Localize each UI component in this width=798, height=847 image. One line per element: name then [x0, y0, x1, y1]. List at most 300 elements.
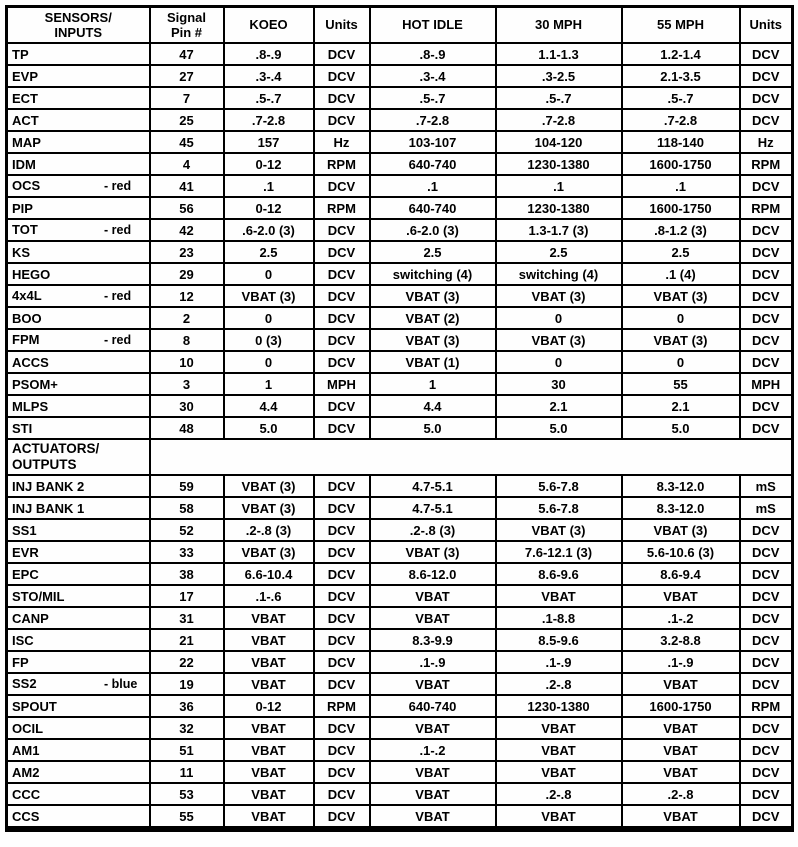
cell-koeo: VBAT (3) — [224, 541, 314, 563]
signal-name: INJ BANK 1 — [12, 500, 85, 516]
cell-55mph: .7-2.8 — [622, 109, 740, 131]
cell-koeo-units: DCV — [314, 585, 370, 607]
cell-drive-units: DCV — [740, 241, 793, 263]
table-row — [7, 695, 793, 717]
signal-name: FPM — [12, 332, 40, 348]
cell-55mph: 0 — [622, 307, 740, 329]
cell-koeo-units: RPM — [314, 197, 370, 219]
cell-signal-name — [7, 585, 150, 607]
cell-signal-pin: 47 — [150, 43, 224, 65]
cell-koeo: VBAT — [224, 783, 314, 805]
cell-55mph: 55 — [622, 373, 740, 395]
section-header-row — [7, 439, 793, 475]
cell-signal-name — [7, 805, 150, 829]
signal-name: AM1 — [12, 742, 40, 758]
cell-hot-idle: VBAT — [370, 805, 496, 829]
cell-signal-pin: 41 — [150, 175, 224, 197]
wire-color-note: - red — [104, 333, 132, 348]
table-row — [7, 673, 793, 695]
cell-drive-units: DCV — [740, 263, 793, 285]
cell-koeo-units: DCV — [314, 175, 370, 197]
cell-signal-name — [7, 65, 150, 87]
signal-name: PSOM+ — [12, 376, 58, 392]
table-row — [7, 651, 793, 673]
cell-55mph: .8-1.2 (3) — [622, 219, 740, 241]
cell-drive-units: DCV — [740, 351, 793, 373]
cell-koeo-units: DCV — [314, 497, 370, 519]
cell-koeo-units: DCV — [314, 629, 370, 651]
cell-koeo: 4.4 — [224, 395, 314, 417]
table-row — [7, 607, 793, 629]
cell-signal-name — [7, 351, 150, 373]
spec-table — [5, 5, 794, 832]
signal-name: STI — [12, 420, 33, 436]
table-row — [7, 739, 793, 761]
cell-drive-units: DCV — [740, 805, 793, 829]
cell-signal-name — [7, 395, 150, 417]
cell-55mph: .5-.7 — [622, 87, 740, 109]
cell-drive-units: DCV — [740, 541, 793, 563]
signal-name: CCC — [12, 786, 41, 802]
cell-30mph: 7.6-12.1 (3) — [496, 541, 622, 563]
cell-signal-pin: 30 — [150, 395, 224, 417]
cell-koeo: VBAT — [224, 761, 314, 783]
cell-koeo-units: DCV — [314, 329, 370, 351]
cell-koeo: 0-12 — [224, 153, 314, 175]
cell-koeo-units: DCV — [314, 307, 370, 329]
cell-hot-idle: .1-.9 — [370, 651, 496, 673]
cell-signal-pin: 56 — [150, 197, 224, 219]
cell-30mph: .2-.8 — [496, 783, 622, 805]
cell-drive-units: DCV — [740, 329, 793, 351]
cell-signal-pin: 10 — [150, 351, 224, 373]
cell-30mph: 5.6-7.8 — [496, 497, 622, 519]
cell-55mph: VBAT — [622, 585, 740, 607]
cell-signal-pin: 23 — [150, 241, 224, 263]
cell-koeo-units: DCV — [314, 607, 370, 629]
cell-drive-units: DCV — [740, 519, 793, 541]
signal-name: EPC — [12, 566, 39, 582]
cell-hot-idle: 8.3-9.9 — [370, 629, 496, 651]
table-row — [7, 563, 793, 585]
wire-color-note: - red — [104, 289, 132, 304]
signal-name: SPOUT — [12, 698, 57, 714]
cell-55mph: 118-140 — [622, 131, 740, 153]
cell-signal-name — [7, 87, 150, 109]
cell-drive-units: DCV — [740, 109, 793, 131]
cell-hot-idle: 5.0 — [370, 417, 496, 439]
table-row — [7, 805, 793, 829]
cell-55mph: .1-.9 — [622, 651, 740, 673]
table-row — [7, 43, 793, 65]
cell-hot-idle: 4.4 — [370, 395, 496, 417]
table-row — [7, 585, 793, 607]
cell-30mph: VBAT — [496, 761, 622, 783]
cell-hot-idle: VBAT — [370, 783, 496, 805]
cell-55mph: 2.1-3.5 — [622, 65, 740, 87]
cell-hot-idle: VBAT — [370, 761, 496, 783]
cell-signal-name — [7, 285, 150, 307]
table-row — [7, 263, 793, 285]
cell-koeo-units: DCV — [314, 761, 370, 783]
signal-name: ISC — [12, 632, 34, 648]
cell-koeo-units: DCV — [314, 87, 370, 109]
signal-name: ECT — [12, 90, 38, 106]
cell-signal-pin: 58 — [150, 497, 224, 519]
cell-koeo-units: DCV — [314, 417, 370, 439]
cell-hot-idle: .3-.4 — [370, 65, 496, 87]
cell-koeo: .7-2.8 — [224, 109, 314, 131]
cell-55mph: 5.0 — [622, 417, 740, 439]
cell-signal-pin: 48 — [150, 417, 224, 439]
cell-hot-idle: .8-.9 — [370, 43, 496, 65]
cell-signal-name — [7, 761, 150, 783]
cell-hot-idle: .1 — [370, 175, 496, 197]
cell-drive-units: DCV — [740, 629, 793, 651]
cell-signal-name — [7, 329, 150, 351]
column-header: 55 MPH — [622, 7, 740, 44]
cell-hot-idle: 640-740 — [370, 153, 496, 175]
cell-drive-units: DCV — [740, 285, 793, 307]
cell-signal-pin: 22 — [150, 651, 224, 673]
cell-55mph: VBAT — [622, 761, 740, 783]
cell-30mph: 1230-1380 — [496, 153, 622, 175]
section-label: ACTUATORS/ OUTPUTS — [7, 439, 150, 475]
cell-hot-idle: 1 — [370, 373, 496, 395]
table-row — [7, 783, 793, 805]
cell-55mph: 1.2-1.4 — [622, 43, 740, 65]
cell-signal-name — [7, 563, 150, 585]
cell-koeo: VBAT — [224, 739, 314, 761]
cell-hot-idle: 4.7-5.1 — [370, 475, 496, 497]
cell-signal-pin: 33 — [150, 541, 224, 563]
cell-drive-units: DCV — [740, 175, 793, 197]
cell-koeo-units: MPH — [314, 373, 370, 395]
cell-drive-units: DCV — [740, 417, 793, 439]
cell-koeo-units: DCV — [314, 241, 370, 263]
table-row — [7, 519, 793, 541]
wire-color-note: - blue — [104, 677, 138, 692]
cell-signal-name — [7, 739, 150, 761]
cell-30mph: .1 — [496, 175, 622, 197]
table-row — [7, 761, 793, 783]
signal-name: INJ BANK 2 — [12, 478, 85, 494]
cell-koeo: VBAT (3) — [224, 285, 314, 307]
column-header: Units — [740, 7, 793, 44]
cell-30mph: 104-120 — [496, 131, 622, 153]
cell-drive-units: RPM — [740, 695, 793, 717]
signal-name: 4x4L — [12, 288, 42, 304]
cell-30mph: VBAT — [496, 805, 622, 829]
cell-signal-name — [7, 629, 150, 651]
signal-name: ACCS — [12, 354, 49, 370]
table-row — [7, 629, 793, 651]
cell-signal-name — [7, 783, 150, 805]
cell-koeo-units: DCV — [314, 519, 370, 541]
cell-55mph: .2-.8 — [622, 783, 740, 805]
cell-drive-units: DCV — [740, 761, 793, 783]
cell-signal-pin: 8 — [150, 329, 224, 351]
cell-koeo-units: DCV — [314, 475, 370, 497]
cell-55mph: 0 — [622, 351, 740, 373]
cell-signal-pin: 52 — [150, 519, 224, 541]
cell-signal-pin: 4 — [150, 153, 224, 175]
cell-hot-idle: 2.5 — [370, 241, 496, 263]
cell-55mph: 1600-1750 — [622, 153, 740, 175]
cell-hot-idle: VBAT — [370, 585, 496, 607]
cell-signal-pin: 11 — [150, 761, 224, 783]
cell-drive-units: RPM — [740, 197, 793, 219]
cell-signal-name — [7, 109, 150, 131]
signal-name: TOT — [12, 222, 38, 238]
cell-koeo: .6-2.0 (3) — [224, 219, 314, 241]
cell-signal-pin: 12 — [150, 285, 224, 307]
cell-koeo-units: RPM — [314, 153, 370, 175]
cell-drive-units: DCV — [740, 563, 793, 585]
cell-signal-name — [7, 673, 150, 695]
cell-signal-pin: 7 — [150, 87, 224, 109]
cell-signal-name — [7, 241, 150, 263]
cell-55mph: 8.6-9.4 — [622, 563, 740, 585]
cell-drive-units: MPH — [740, 373, 793, 395]
cell-koeo-units: DCV — [314, 783, 370, 805]
wire-color-note: - red — [104, 179, 132, 194]
cell-signal-name — [7, 373, 150, 395]
cell-signal-pin: 51 — [150, 739, 224, 761]
signal-name: STO/MIL — [12, 588, 65, 604]
cell-drive-units: mS — [740, 475, 793, 497]
cell-koeo-units: DCV — [314, 717, 370, 739]
cell-signal-pin: 36 — [150, 695, 224, 717]
cell-koeo-units: DCV — [314, 263, 370, 285]
cell-drive-units: DCV — [740, 87, 793, 109]
cell-55mph: 2.1 — [622, 395, 740, 417]
cell-hot-idle: VBAT — [370, 673, 496, 695]
cell-30mph: VBAT — [496, 739, 622, 761]
signal-name: ACT — [12, 112, 39, 128]
cell-55mph: .1-.2 — [622, 607, 740, 629]
cell-signal-name — [7, 607, 150, 629]
cell-hot-idle: switching (4) — [370, 263, 496, 285]
cell-30mph: 5.6-7.8 — [496, 475, 622, 497]
cell-koeo-units: DCV — [314, 805, 370, 829]
cell-koeo-units: DCV — [314, 395, 370, 417]
signal-name: MAP — [12, 134, 41, 150]
cell-koeo: .1 — [224, 175, 314, 197]
cell-hot-idle: VBAT (1) — [370, 351, 496, 373]
cell-drive-units: DCV — [740, 673, 793, 695]
cell-signal-name — [7, 131, 150, 153]
cell-signal-pin: 2 — [150, 307, 224, 329]
cell-30mph: 0 — [496, 351, 622, 373]
cell-hot-idle: VBAT — [370, 717, 496, 739]
table-row — [7, 395, 793, 417]
signal-name: OCS — [12, 178, 41, 194]
cell-koeo-units: DCV — [314, 109, 370, 131]
cell-drive-units: DCV — [740, 783, 793, 805]
cell-koeo: VBAT — [224, 717, 314, 739]
cell-30mph: VBAT (3) — [496, 329, 622, 351]
table-row — [7, 475, 793, 497]
cell-hot-idle: VBAT (3) — [370, 329, 496, 351]
cell-signal-pin: 3 — [150, 373, 224, 395]
cell-signal-name — [7, 263, 150, 285]
table-row — [7, 541, 793, 563]
cell-drive-units: DCV — [740, 717, 793, 739]
column-header: Signal Pin # — [150, 7, 224, 44]
table-row — [7, 197, 793, 219]
cell-signal-pin: 21 — [150, 629, 224, 651]
cell-drive-units: RPM — [740, 153, 793, 175]
cell-koeo: VBAT — [224, 805, 314, 829]
cell-signal-pin: 29 — [150, 263, 224, 285]
cell-signal-pin: 59 — [150, 475, 224, 497]
cell-koeo-units: RPM — [314, 695, 370, 717]
cell-drive-units: DCV — [740, 651, 793, 673]
cell-drive-units: Hz — [740, 131, 793, 153]
table-row — [7, 717, 793, 739]
cell-hot-idle: 640-740 — [370, 695, 496, 717]
cell-signal-pin: 53 — [150, 783, 224, 805]
cell-koeo: 0 — [224, 351, 314, 373]
cell-koeo-units: DCV — [314, 351, 370, 373]
cell-koeo: VBAT — [224, 651, 314, 673]
column-header: HOT IDLE — [370, 7, 496, 44]
signal-name: CCS — [12, 808, 40, 824]
cell-signal-name — [7, 717, 150, 739]
cell-koeo: 5.0 — [224, 417, 314, 439]
cell-30mph: 30 — [496, 373, 622, 395]
cell-signal-pin: 17 — [150, 585, 224, 607]
cell-koeo-units: DCV — [314, 673, 370, 695]
cell-signal-name — [7, 153, 150, 175]
signal-name: TP — [12, 46, 29, 62]
signal-name: EVP — [12, 68, 39, 84]
cell-55mph: 1600-1750 — [622, 197, 740, 219]
cell-30mph: VBAT (3) — [496, 285, 622, 307]
cell-30mph: 1230-1380 — [496, 695, 622, 717]
signal-name: EVR — [12, 544, 39, 560]
cell-signal-pin: 55 — [150, 805, 224, 829]
cell-signal-name — [7, 197, 150, 219]
cell-55mph: .1 — [622, 175, 740, 197]
table-row — [7, 131, 793, 153]
signal-name: SS1 — [12, 522, 37, 538]
cell-55mph: VBAT (3) — [622, 329, 740, 351]
signal-name: OCIL — [12, 720, 44, 736]
column-header: SENSORS/ INPUTS — [7, 7, 150, 44]
cell-hot-idle: .6-2.0 (3) — [370, 219, 496, 241]
column-header: Units — [314, 7, 370, 44]
table-row — [7, 153, 793, 175]
wire-color-note: - red — [104, 223, 132, 238]
cell-signal-pin: 45 — [150, 131, 224, 153]
cell-30mph: .3-2.5 — [496, 65, 622, 87]
cell-signal-name — [7, 417, 150, 439]
cell-signal-name — [7, 497, 150, 519]
cell-koeo: VBAT — [224, 607, 314, 629]
cell-drive-units: DCV — [740, 395, 793, 417]
cell-hot-idle: VBAT (2) — [370, 307, 496, 329]
cell-hot-idle: VBAT — [370, 607, 496, 629]
table-row — [7, 109, 793, 131]
cell-hot-idle: 8.6-12.0 — [370, 563, 496, 585]
cell-koeo-units: DCV — [314, 541, 370, 563]
cell-55mph: VBAT (3) — [622, 519, 740, 541]
cell-hot-idle: .5-.7 — [370, 87, 496, 109]
signal-name: SS2 — [12, 676, 37, 692]
cell-signal-pin: 31 — [150, 607, 224, 629]
cell-30mph: .7-2.8 — [496, 109, 622, 131]
cell-55mph: .1 (4) — [622, 263, 740, 285]
cell-30mph: 1.1-1.3 — [496, 43, 622, 65]
cell-koeo-units: DCV — [314, 739, 370, 761]
cell-signal-name — [7, 695, 150, 717]
table-row — [7, 373, 793, 395]
cell-drive-units: DCV — [740, 739, 793, 761]
signal-name: FP — [12, 654, 29, 670]
cell-30mph: VBAT — [496, 717, 622, 739]
cell-koeo: 6.6-10.4 — [224, 563, 314, 585]
cell-30mph: 5.0 — [496, 417, 622, 439]
cell-hot-idle: VBAT (3) — [370, 541, 496, 563]
cell-hot-idle: 4.7-5.1 — [370, 497, 496, 519]
cell-koeo-units: DCV — [314, 285, 370, 307]
cell-55mph: 8.3-12.0 — [622, 475, 740, 497]
cell-30mph: 2.5 — [496, 241, 622, 263]
cell-koeo: .3-.4 — [224, 65, 314, 87]
cell-55mph: 3.2-8.8 — [622, 629, 740, 651]
cell-signal-name — [7, 519, 150, 541]
cell-drive-units: DCV — [740, 43, 793, 65]
cell-koeo-units: DCV — [314, 65, 370, 87]
table-row — [7, 417, 793, 439]
table-row — [7, 351, 793, 373]
signal-name: BOO — [12, 310, 42, 326]
cell-drive-units: DCV — [740, 307, 793, 329]
signal-name: MLPS — [12, 398, 49, 414]
cell-30mph: 8.5-9.6 — [496, 629, 622, 651]
table-row — [7, 65, 793, 87]
signal-name: CANP — [12, 610, 49, 626]
cell-30mph: VBAT — [496, 585, 622, 607]
cell-30mph: .1-8.8 — [496, 607, 622, 629]
cell-koeo-units: DCV — [314, 651, 370, 673]
signal-name: IDM — [12, 156, 36, 172]
cell-hot-idle: .1-.2 — [370, 739, 496, 761]
cell-signal-name — [7, 541, 150, 563]
cell-hot-idle: 640-740 — [370, 197, 496, 219]
cell-55mph: VBAT — [622, 717, 740, 739]
cell-30mph: .1-.9 — [496, 651, 622, 673]
cell-koeo: 1 — [224, 373, 314, 395]
cell-30mph: .5-.7 — [496, 87, 622, 109]
table-row — [7, 329, 793, 351]
cell-30mph: 2.1 — [496, 395, 622, 417]
cell-signal-pin: 32 — [150, 717, 224, 739]
cell-signal-name — [7, 307, 150, 329]
cell-koeo: VBAT — [224, 673, 314, 695]
cell-55mph: VBAT — [622, 805, 740, 829]
cell-30mph: 0 — [496, 307, 622, 329]
table-body — [7, 43, 793, 829]
cell-hot-idle: VBAT (3) — [370, 285, 496, 307]
column-header: 30 MPH — [496, 7, 622, 44]
cell-55mph: VBAT — [622, 673, 740, 695]
cell-30mph: VBAT (3) — [496, 519, 622, 541]
cell-55mph: VBAT (3) — [622, 285, 740, 307]
cell-koeo: 0-12 — [224, 197, 314, 219]
